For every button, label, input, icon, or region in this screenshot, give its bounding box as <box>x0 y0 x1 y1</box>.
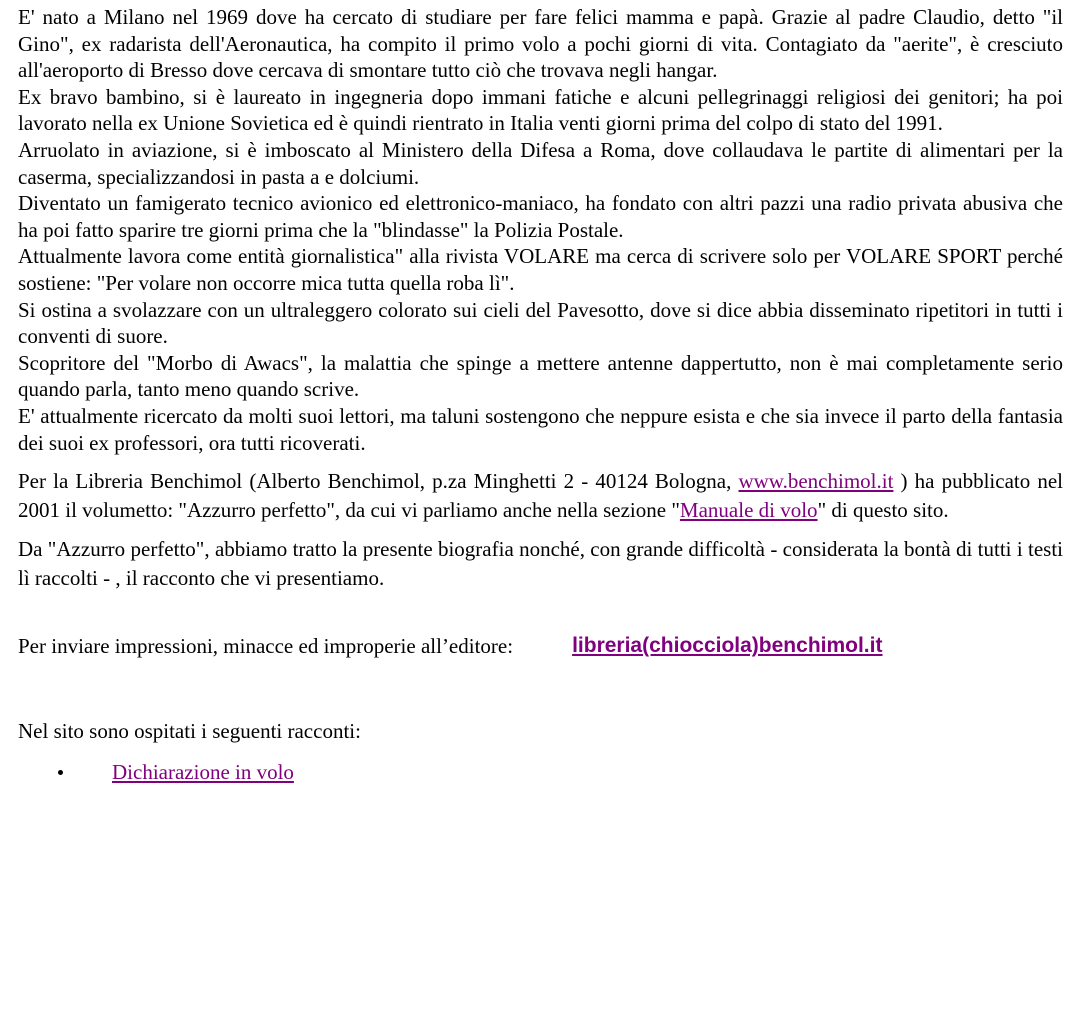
story-list <box>18 759 1063 786</box>
library-text-after: " di questo sito. <box>817 497 949 522</box>
benchimol-site-link[interactable]: www.benchimol.it <box>738 469 894 494</box>
source-paragraph: Da "Azzurro perfetto", abbiamo tratto la presente biografia nonché, con grande difficoltà - considerata la bontà di tutti i testi lì raccolti - , il racconto che vi presentiamo. <box>18 537 1063 590</box>
biography <box>18 4 1063 456</box>
bio-paragraph: Diventato un famigerato tecnico avionico ed elettronico-maniaco, ha fondato con altri pazzi una radio privata abusiva che ha poi fatto sparire tre giorni prima che la "blindasse" la Polizia Postale. <box>18 191 1063 242</box>
contact-label: Per inviare impressioni, minacce ed improperie all’editore: <box>18 634 514 659</box>
story-link-dichiarazione-in-volo[interactable]: Dichiarazione in volo <box>112 760 294 785</box>
manuale-di-volo-link[interactable]: Manuale di volo <box>679 497 818 522</box>
bio-paragraph: Attualmente lavora come entità giornalistica" alla rivista VOLARE ma cerca di scrivere solo per VOLARE SPORT perché sostiene: "Per volare non occorre mica tutta quella roba lì". <box>18 244 1063 295</box>
bullet-icon <box>58 770 63 775</box>
bio-paragraph: E' nato a Milano nel 1969 dove ha cercato di studiare per fare felici mamma e papà. Grazie al padre Claudio, detto "il Gino", ex radarista dell'Aeronautica, ha compito il primo volo a pochi giorni di vita. Contagiato da "aerite", è cresciuto all'aeroporto di Bresso dove cercava di smontare tutto ciò che trovava negli hangar. <box>18 5 1063 83</box>
bio-paragraph: Ex bravo bambino, si è laureato in ingegneria dopo immani fatiche e alcuni pellegrinaggi religiosi dei genitori; ha poi lavorato nella ex Unione Sovietica ed è quindi rientrato in Italia venti giorni prima del colpo di stato del 1991. <box>18 84 1063 136</box>
bio-paragraph: Scopritore del "Morbo di Awacs", la malattia che spinge a mettere antenne dappertutto, non è mai completamente serio quando parla, tanto meno quando scrive. <box>18 350 1063 402</box>
library-paragraph <box>18 467 1063 524</box>
bio-paragraph: Si ostina a svolazzare con un ultraleggero colorato sui cieli del Pavesotto, dove si dice abbia disseminato ripetitori in tutti i conventi di suore. <box>18 297 1063 349</box>
library-text-middle: ) ha pubblicato nel 2001 il volumetto: "Azzurro perfetto", da cui vi parliamo anche nella sezione " <box>18 469 1063 522</box>
stories-intro: Nel sito sono ospitati i seguenti racconti: <box>18 718 361 743</box>
bio-paragraph: Arruolato in aviazione, si è imboscato al Ministero della Difesa a Roma, dove collaudava le partite di alimentari per la caserma, specializzandosi in pasta a e dolciumi. <box>18 137 1063 189</box>
editor-email-link[interactable]: libreria(chiocciola)benchimol.it <box>572 634 883 658</box>
library-text-before: Per la Libreria Benchimol (Alberto Benchimol, p.za Minghetti 2 - 40124 Bologna, <box>18 469 739 494</box>
bio-paragraph: E' attualmente ricercato da molti suoi lettori, ma taluni sostengono che neppure esista e che sia invece il parto della fantasia dei suoi ex professori, ora tutti ricoverati. <box>18 403 1063 455</box>
contact-line <box>18 633 1063 660</box>
list-item <box>18 759 1063 786</box>
